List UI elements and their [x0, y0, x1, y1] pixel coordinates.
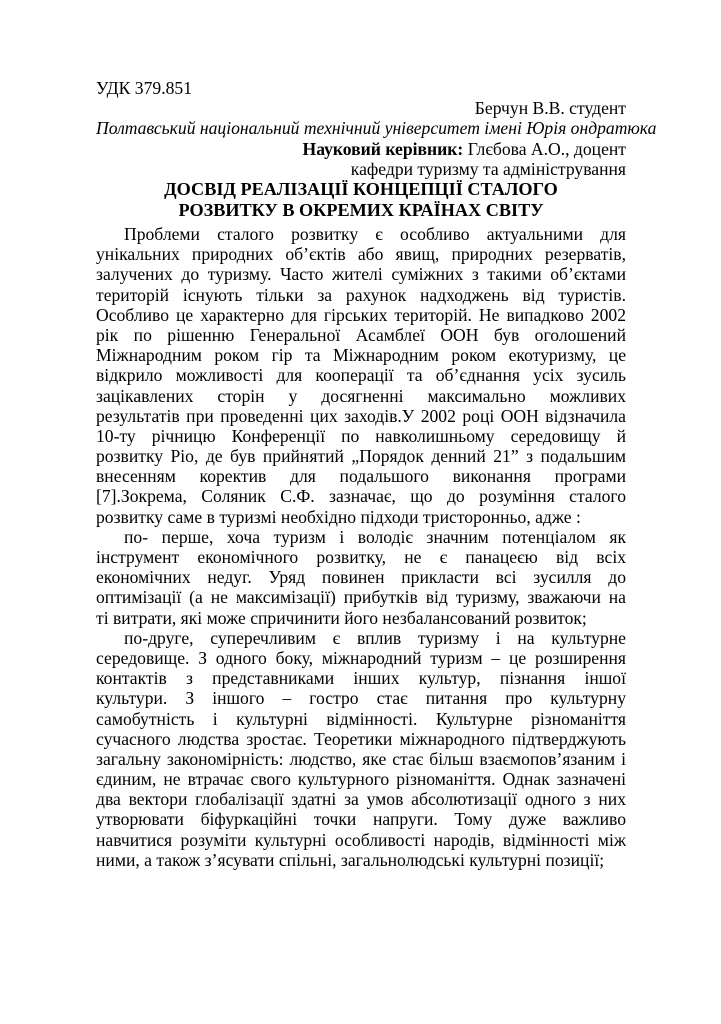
paragraph-line: навчитися розуміти культурні особливості народів, відмінності між	[96, 829, 626, 850]
paragraph-line: ними, а також з’ясувати спільні, загальнолюдські культурні позиції;	[96, 849, 605, 870]
university-line: Полтавський національний технічний університет імені Юрія ондратюка	[96, 118, 657, 139]
department-line: кафедри туризму та адміністрування	[350, 158, 626, 179]
paragraph-2	[96, 527, 626, 628]
paragraph-line: по- перше, хоча туризм і володіє значним потенціалом як	[124, 526, 626, 547]
paragraph-line: самобутність і культурні відмінності. Культурне різноманіття	[96, 708, 626, 729]
supervisor-line	[96, 139, 626, 159]
paragraph-line: рік по рішенню Генеральної Асамблеї ООН був оголошений	[96, 324, 626, 345]
paragraph-line: утворювати біфуркаційні точки напруги. Тому дуже важливо	[96, 809, 626, 830]
paragraph-line: контактів з представниками інших культур, пізнання іншої	[96, 668, 626, 689]
paragraph-line: внесенням коректив для подальшого виконання програми	[96, 466, 626, 487]
paragraph-line: два вектори глобалізації здатні за умов абсолютизації одного з них	[96, 789, 626, 810]
paragraph-line: унікальних природних об’єктів або явищ, природних резерватів,	[96, 244, 626, 265]
supervisor-name: Глєбова А.О., доцент	[463, 138, 626, 159]
document-page	[96, 78, 657, 870]
paragraph-line: оптимізації (а не максимізації) прибутків від туризму, зважаючи на	[96, 587, 626, 608]
paragraph-line: розвитку саме в туризмі необхідно підходи тристоронньо, адже :	[96, 506, 581, 527]
paragraph-line: відкрило можливості для кооперації та об’єднання усіх зусиль	[96, 365, 626, 386]
supervisor-label: Науковий керівник:	[302, 138, 464, 159]
paragraph-line: залучених до туризму. Часто жителі суміжних з такими об’єктами	[96, 264, 626, 285]
paragraph-line: загальну закономірність: людство, яке стає більш взаємопов’язаним і	[96, 748, 626, 769]
paragraph-line: єдиним, не втрачає свого культурного різноманіття. Однак зазначені	[96, 769, 626, 790]
title-line-2: РОЗВИТКУ В ОКРЕМИХ КРАЇНАХ СВІТУ	[178, 199, 544, 220]
paragraph-line: середовище. З одного боку, міжнародний туризм – це розширення	[96, 647, 626, 668]
paragraph-line: територій існують тільки за рахунок надходжень від туристів.	[96, 284, 626, 305]
paragraph-line: сучасного людства зростає. Теоретики міжнародного підтверджують	[96, 728, 626, 749]
paragraph-line: ті витрати, які може спричинити його незбалансований розвиток;	[96, 607, 587, 628]
paragraph-line: Проблеми сталого розвитку є особливо актуальними для	[124, 224, 626, 245]
paragraph-line: [7].Зокрема, Соляник С.Ф. зазначає, що до розуміння сталого	[96, 486, 626, 507]
paragraph-line: Міжнародним роком гір та Міжнародним роком екотуризму, це	[96, 345, 626, 366]
paragraph-line: інструмент економічного розвитку, не є панацеєю від всіх	[96, 547, 626, 568]
author-line: Берчун В.В. студент	[474, 98, 626, 119]
paragraph-line: по-друге, суперечливим є вплив туризму і на культурне	[124, 627, 626, 648]
paragraph-3	[96, 628, 626, 870]
paragraph-line: 10-ту річницю Конференції по навколишньому середовищу й	[96, 425, 626, 446]
article-body	[96, 224, 626, 870]
udc-code: УДК 379.851	[96, 78, 192, 98]
paragraph-line: зацікавлених сторін у досягненні максимально можливих	[96, 385, 626, 406]
paragraph-line: культури. З іншого – гостро стає питання про культурну	[96, 688, 626, 709]
paragraph-line: результатів при проведенні цих заходів.У 2002 році ООН відзначила	[96, 405, 626, 426]
article-title	[96, 179, 626, 220]
paragraph-line: економічних недуг. Уряд повинен прикласти всі зусилля до	[96, 567, 626, 588]
title-line-1: ДОСВІД РЕАЛІЗАЦІЇ КОНЦЕПЦІЇ СТАЛОГО	[164, 179, 558, 200]
paragraph-1	[96, 224, 626, 527]
paragraph-line: розвитку Ріо, де був прийнятий „Порядок денний 21” з подальшим	[96, 446, 626, 467]
paragraph-line: Особливо це характерно для гірських територій. Не випадково 2002	[96, 304, 626, 325]
